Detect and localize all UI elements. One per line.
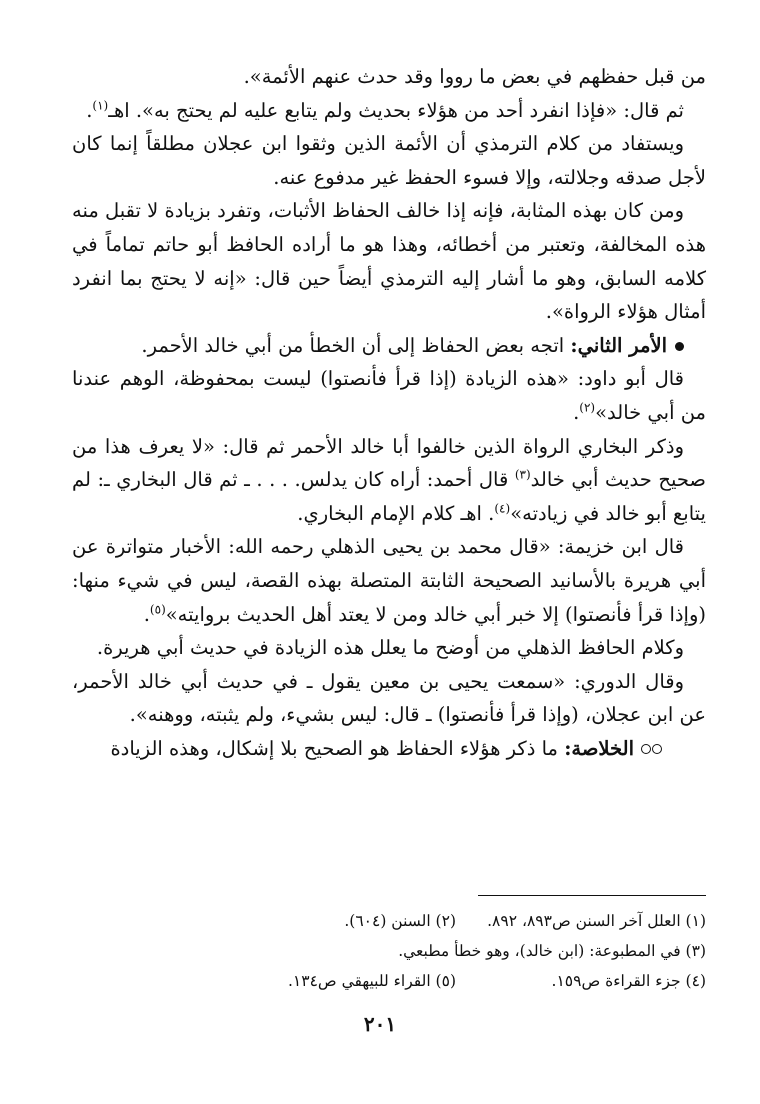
footnote-row [72,906,706,936]
footnote-ref-4: (٤) [494,501,511,516]
footnote-separator [478,895,706,896]
footnote-ref-5: (٥) [149,602,166,616]
paragraph-11: الخلاصة: ما ذكر هؤلاء الحفاظ هو الصحيح بلا إشكال، وهذه الزيادة [72,732,706,766]
footnote-row [72,936,706,966]
footnotes [72,906,706,996]
paragraph-5: الأمر الثاني: اتجه بعض الحفاظ إلى أن الخطأ من أبي خالد الأحمر. [72,329,706,363]
footnote-ref-3: (٣) [514,467,531,482]
footnote-ref-1: (١) [92,98,109,113]
paragraph-4: ومن كان بهذه المثابة، فإنه إذا خالف الحفاظ الأثبات، وتفرد بزيادة لا تقبل منه هذه المخالفة، وتعتبر من أخطائه، وهذا هو ما أراده الحافظ أبو حاتم تماماً في كلامه السابق، وهو ما أشار إليه الترمذي أيضاً حين قال: «إنه لا يحتج بما انفرد أمثال هؤلاء الرواة». [72,199,706,324]
bullet-icon [675,342,684,351]
page-body [72,60,706,765]
footnote-5: (٥) القراء للبيهقي ص١٣٤. [287,972,456,990]
section-heading-second-matter: الأمر الثاني: [570,333,667,357]
paragraph-9: وكلام الحافظ الذهلي من أوضح ما يعلل هذه الزيادة في حديث أبي هريرة. [96,636,684,660]
page-number: ٢٠١ [363,1012,397,1036]
paragraph-6: قال أبو داود: «هذه الزيادة (إذا قرأ فأنصتوا) ليست بمحفوظة، الوهم عندنا من أبي خالد»$^{(٢)}$. [72,367,706,424]
footnote-1: (١) العلل آخر السنن ص٨٩٣، ٨٩٢. [487,912,706,930]
paragraph-10: وقال الدوري: «سمعت يحيى بن معين يقول ـ في حديث أبي خالد الأحمر، عن ابن عجلان، (وإذا قرأ فأنصتوا) ـ قال: ليس بشيء، ولم يثبته، ووهنه». [72,669,706,727]
main-text [72,60,706,765]
footnote-4: (٤) جزء القراءة ص١٥٩. [551,972,706,990]
paragraph-2: ثم قال: «فإذا انفرد أحد من هؤلاء بحديث ولم يتابع عليه لم يحتج به». اهـ$^{(١)}$. [86,98,684,122]
footnote-row [72,966,706,996]
section-heading-summary: الخلاصة: [564,736,634,760]
paragraph-8: قال ابن خزيمة: «قال محمد بن يحيى الذهلي رحمه الله: الأخبار متواترة عن أبي هريرة بالأسانيد الصحيحة الثابتة المتصلة بهذه القصة، ليس في شيء منها: (وإذا قرأ فأنصتوا) إلا خبر أبي خالد ومن لا يعتد أهل الحديث بروايته»$^{(٥)}$. [72,535,706,626]
paragraph-1: من قبل حفظهم في بعض ما رووا وقد حدث عنهم الأئمة». [243,65,706,88]
paragraph-3: ويستفاد من كلام الترمذي أن الأئمة الذين وثقوا ابن عجلان مطلقاً إنما كان لأجل صدقه وجلالته، وإلا فسوء الحفظ غير مدفوع عنه. [72,132,706,189]
footnote-3: (٣) في المطبوعة: (ابن خالد)، وهو خطأ مطبعي. [398,942,706,960]
double-circle-icon [640,732,684,766]
paragraph-7: وذكر البخاري الرواة الذين خالفوا أبا خالد الأحمر ثم قال: «لا يعرف هذا من صحيح حديث أبي خالد$^{(٣)}$ قال أحمد: أراه كان يدلس. . . . ـ ثم قال البخاري ـ: لم يتابع أبو خالد في زيادته»$^{(٤)}$. اهـ كلام الإمام البخاري. [72,434,706,525]
footnote-2: (٢) السنن (٦٠٤). [344,912,456,930]
footnote-ref-2: (٢) [579,400,596,415]
